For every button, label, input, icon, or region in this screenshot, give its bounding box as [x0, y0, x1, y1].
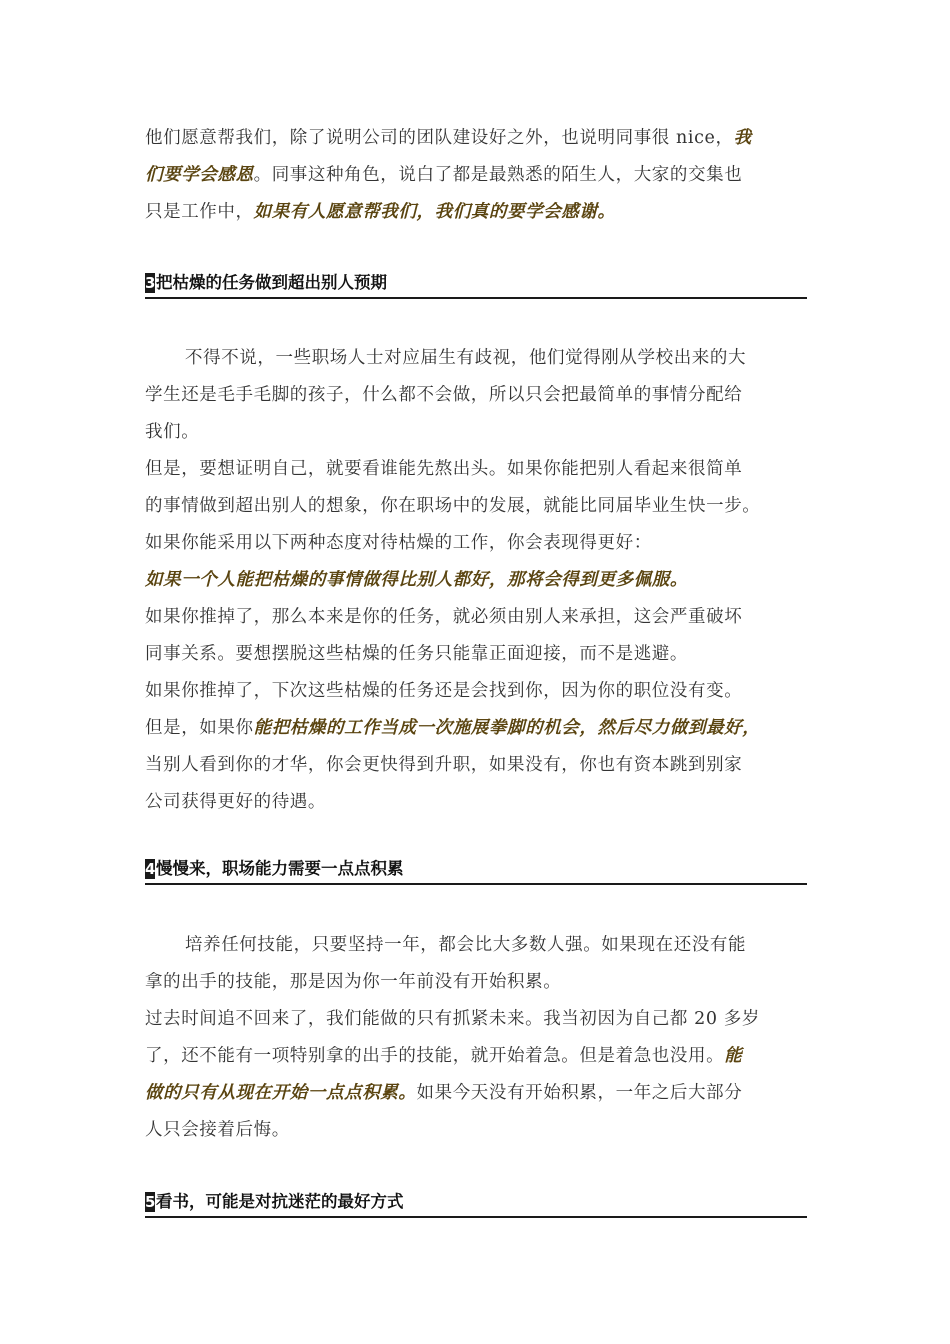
text-run: 他们愿意帮我们，除了说明公司的团队建设好之外，也说明同事很 nice， — [145, 128, 734, 148]
section-heading-3 — [145, 271, 807, 299]
text-line: 但是，要想证明自己，就要看谁能先熬出头。如果你能把别人看起来很简单 — [145, 459, 743, 479]
section-number-badge: 3 — [145, 274, 156, 292]
text-line — [145, 163, 742, 187]
text-run: 了，还不能有一项特别拿的出手的技能，就开始着急。但是着急也没用。 — [145, 1046, 725, 1066]
emphasis-run: 如果有人愿意帮我们，我们真的要学会感谢。 — [253, 202, 616, 222]
text-line: 当别人看到你的才华，你会更快得到升职，如果没有，你也有资本跳到别家 — [145, 755, 743, 775]
text-line: 拿的出手的技能，那是因为你一年前没有开始积累。 — [145, 972, 562, 992]
section-number-badge: 4 — [145, 860, 156, 878]
text-run: 。同事这种角色，说白了都是最熟悉的陌生人，大家的交集也 — [253, 165, 743, 185]
emphasis-run: 我 — [733, 128, 752, 148]
text-line: 同事关系。要想摆脱这些枯燥的任务只能靠正面迎接，而不是逃避。 — [145, 644, 688, 664]
text-line: 学生还是毛手毛脚的孩子，什么都不会做，所以只会把最简单的事情分配给 — [145, 385, 743, 405]
text-line — [145, 1044, 742, 1068]
text-line: 过去时间追不回来了，我们能做的只有抓紧未来。我当初因为自己都 20 多岁 — [145, 1009, 760, 1029]
text-line: 的事情做到超出别人的想象，你在职场中的发展，就能比同届毕业生快一步。 — [145, 496, 761, 516]
emphasis-run: 做的只有从现在开始一点点积累。 — [145, 1083, 417, 1103]
text-run: 如果今天没有开始积累，一年之后大部分 — [416, 1083, 743, 1103]
text-line: 人只会接着后悔。 — [145, 1120, 290, 1140]
text-line: 培养任何技能，只要坚持一年，都会比大多数人强。如果现在还没有能 — [185, 935, 747, 955]
text-line: 公司获得更好的待遇。 — [145, 792, 326, 812]
emphasis-line: 如果一个人能把枯燥的事情做得比别人都好，那将会得到更多佩服。 — [145, 570, 688, 590]
text-line: 如果你推掉了，下次这些枯燥的任务还是会找到你，因为你的职位没有变。 — [145, 681, 743, 701]
section-title: 看书，可能是对抗迷茫的最好方式 — [156, 1192, 404, 1211]
emphasis-run: 能把枯燥的工作当成一次施展拳脚的机会，然后尽力做到最好， — [253, 718, 761, 738]
text-line: 不得不说，一些职场人士对应届生有歧视，他们觉得刚从学校出来的大 — [185, 348, 747, 368]
text-run: 只是工作中， — [145, 202, 254, 222]
text-run: 但是，如果你 — [145, 718, 254, 738]
text-line — [145, 200, 616, 224]
section-number-badge: 5 — [145, 1193, 156, 1211]
section-title: 慢慢来，职场能力需要一点点积累 — [156, 859, 404, 878]
section-heading-5 — [145, 1190, 807, 1218]
section-heading-4 — [145, 857, 807, 885]
text-line — [145, 126, 752, 150]
emphasis-run: 们要学会感恩 — [145, 165, 254, 185]
text-line: 如果你能采用以下两种态度对待枯燥的工作，你会表现得更好： — [145, 533, 652, 553]
text-line: 我们。 — [145, 422, 200, 442]
text-line — [145, 1081, 742, 1105]
section-title: 把枯燥的任务做到超出别人预期 — [156, 273, 387, 292]
emphasis-run: 能 — [724, 1046, 743, 1066]
text-line — [145, 716, 760, 740]
text-line: 如果你推掉了，那么本来是你的任务，就必须由别人来承担，这会严重破坏 — [145, 607, 743, 627]
